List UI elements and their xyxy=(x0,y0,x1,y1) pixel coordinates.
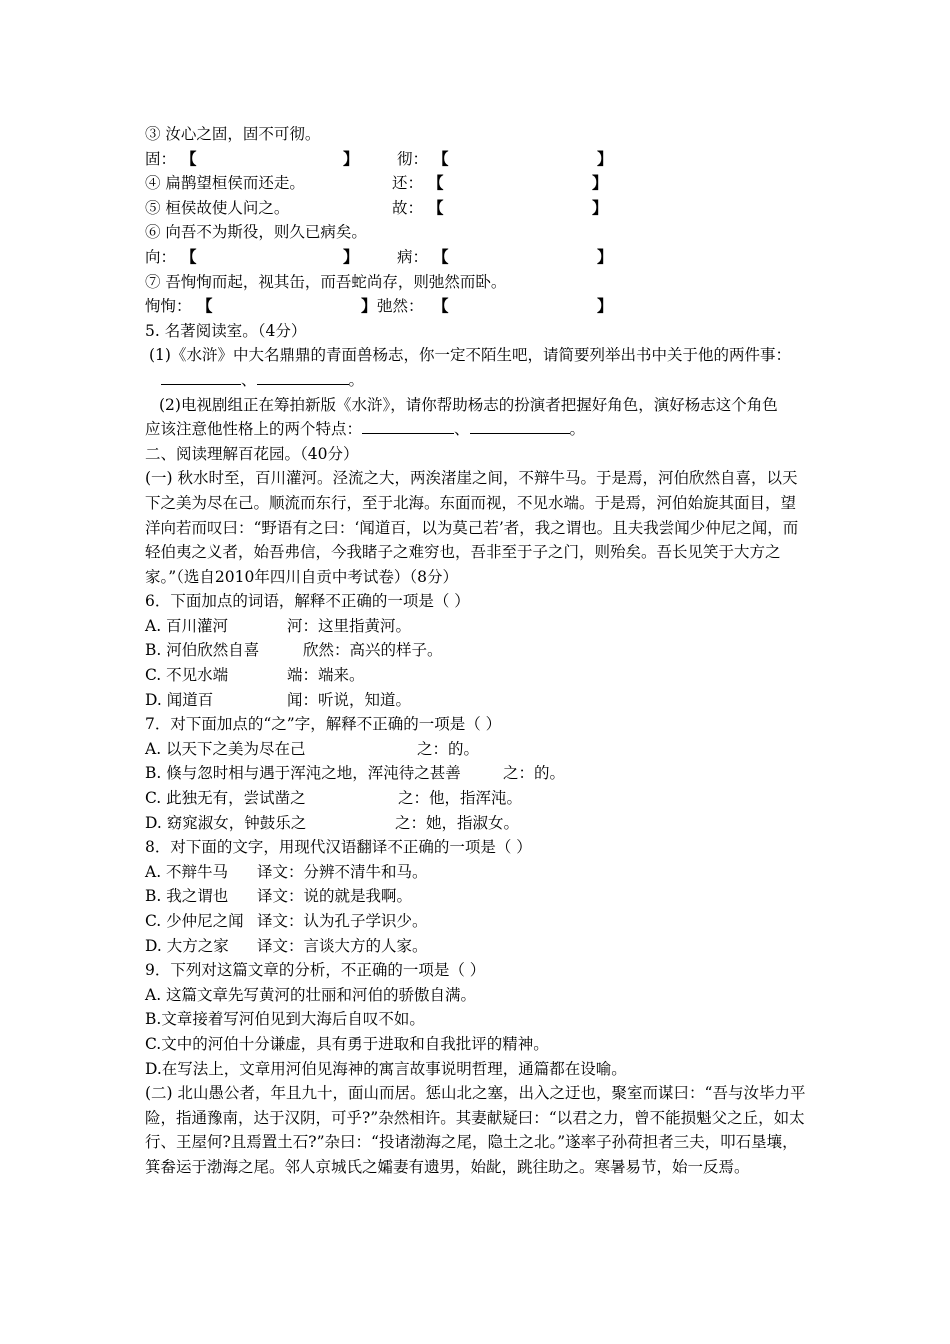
q3-label-a: 固： xyxy=(145,149,177,168)
q7-stem: 7．对下面加点的“之”字，解释不正确的一项是（ ） xyxy=(145,715,502,734)
q8-option-a: A. 不辩牛马 译文：分辨不清牛和马。 xyxy=(145,862,428,881)
q8-option-b: B. 我之谓也 译文：说的就是我啊。 xyxy=(145,887,413,906)
answer-blank[interactable] xyxy=(257,370,349,385)
q6-label-b: 病： xyxy=(397,247,429,266)
bracket-close: 】 xyxy=(343,246,359,266)
q6-option-d: D. 闻道百 闻：听说，知道。 xyxy=(145,690,412,709)
q4-sentence: ④ 扁鹊望桓侯而还走。 xyxy=(145,174,305,193)
bracket-open: 【 xyxy=(428,173,444,193)
q7-option-d: D. 窈窕淑女，钟鼓乐之 之：她，指淑女。 xyxy=(145,813,520,832)
q3-answer-row xyxy=(145,147,810,172)
q9-option-b: B.文章接着写河伯见到大海后自叹不如。 xyxy=(145,1010,425,1029)
q5-sentence: ⑤ 桓侯故使人问之。 xyxy=(145,198,290,217)
q7-option-a: A. 以天下之美为尽在己 之：的。 xyxy=(145,739,480,758)
section5-p2a: (2)电视剧组正在筹拍新版《水浒》，请你帮助杨志的扮演者把握好角色，演好杨志这个角色 xyxy=(159,395,778,414)
q7-option-c: C. 此独无有，尝试凿之 之：他，指浑沌。 xyxy=(145,789,523,808)
bracket-open: 【 xyxy=(428,197,444,217)
bracket-open: 【 xyxy=(197,296,213,316)
q9-option-a: A. 这篇文章先写黄河的壮丽和河伯的骄傲自满。 xyxy=(145,985,477,1004)
q6-option-b: B. 河伯欣然自喜 欣然：高兴的样子。 xyxy=(145,641,443,660)
q7-label-a: 恂恂： xyxy=(145,297,192,316)
q3-sentence: ③ 汝心之固，固不可彻。 xyxy=(145,125,321,143)
bracket-open: 【 xyxy=(433,296,449,316)
bracket-close: 】 xyxy=(592,197,608,217)
q8-stem: 8．对下面的文字，用现代汉语翻译不正确的一项是（ ） xyxy=(145,838,532,857)
bracket-close: 】 xyxy=(597,296,613,316)
q3-label-b: 彻： xyxy=(397,149,429,168)
q9-option-d: D.在写法上，文章用河伯见海神的寓言故事说明哲理，通篇都在设喻。 xyxy=(145,1059,627,1078)
bracket-close: 】 xyxy=(343,148,359,168)
separator: 、 xyxy=(454,420,470,439)
separator: 、 xyxy=(241,370,257,389)
q8-option-d: D. 大方之家 译文：言谈大方的人家。 xyxy=(145,936,428,955)
q7-answer-row xyxy=(145,294,810,319)
q6-label-a: 向： xyxy=(145,247,177,266)
document-content xyxy=(145,122,810,1180)
bracket-open: 【 xyxy=(433,148,449,168)
bracket-open: 【 xyxy=(433,246,449,266)
q7-label-b: 弛然： xyxy=(377,297,424,316)
bracket-open: 【 xyxy=(181,246,197,266)
section5-p1: (1)《水浒》中大名鼎鼎的青面兽杨志，你一定不陌生吧，请简要列举出书中关于他的两件事： xyxy=(149,346,791,365)
q4-row xyxy=(145,171,810,196)
q7-sentence: ⑦ 吾恂恂而起，视其缶，而吾蛇尚存，则弛然而卧。 xyxy=(145,272,507,291)
answer-blank[interactable] xyxy=(161,370,241,385)
q8-option-c: C. 少仲尼之闻 译文：认为孔子学识少。 xyxy=(145,912,428,930)
bracket-open: 【 xyxy=(181,148,197,168)
q9-stem: 9．下列对这篇文章的分析，不正确的一项是（ ） xyxy=(145,961,486,980)
passage-qiushui: (一) 秋水时至，百川灌河。泾流之大，两涘渚崖之间，不辩牛马。于是焉，河伯欣然自喜，以天下之美为尽在己。顺流而东行，至于北海。东面而视，不见水端。于是焉，河伯始旋其面目，望洋向若而叹曰：“野语有之曰：‘闻道百，以为莫己若’者，我之谓也。且夫我尝闻少仲尼之闻，而轻伯夷之义者，始吾弗信，今我睹子之难穷也，吾非至于子之门，则殆矣。吾长见笑于大方之家。”（选自2010年四川自贡中考试卷）（8分） xyxy=(145,469,799,586)
sentence-end: 。 xyxy=(569,420,586,439)
section5-p1-blanks xyxy=(145,368,810,393)
q6-stem: 6．下面加点的词语，解释不正确的一项是（ ） xyxy=(145,592,470,611)
q5-label-a: 故： xyxy=(392,198,424,217)
bracket-close: 】 xyxy=(361,296,377,316)
answer-blank[interactable] xyxy=(470,419,570,434)
q6-answer-row xyxy=(145,245,810,270)
q4-label-a: 还： xyxy=(392,174,424,193)
sentence-end: 。 xyxy=(348,370,365,389)
section2-title: 二、阅读理解百花园。（40分） xyxy=(145,444,359,463)
q6-option-c: C. 不见水端 端：端来。 xyxy=(145,666,365,685)
section5-title: 5. 名著阅读室。（4分） xyxy=(145,321,307,340)
answer-blank[interactable] xyxy=(362,419,454,434)
bracket-close: 】 xyxy=(597,148,613,168)
bracket-close: 】 xyxy=(597,246,613,266)
q6-option-a: A. 百川灌河 河：这里指黄河。 xyxy=(145,616,412,635)
q7-option-b: B. 倏与忽时相与遇于浑沌之地，浑沌待之甚善 之：的。 xyxy=(145,764,566,783)
section5-p2b: 应该注意他性格上的两个特点： xyxy=(145,420,363,439)
q9-option-c: C.文中的河伯十分谦虚，具有勇于进取和自我批评的精神。 xyxy=(145,1034,549,1053)
section5-p2b-row xyxy=(145,417,810,442)
bracket-close: 】 xyxy=(592,173,608,193)
q6-sentence: ⑥ 向吾不为斯役，则久已病矣。 xyxy=(145,223,367,242)
q5-row xyxy=(145,196,810,221)
passage-yugong: (二) 北山愚公者，年且九十，面山而居。惩山北之塞，出入之迂也，聚室而谋曰：“吾与汝毕力平险，指通豫南，达于汉阴，可乎?”杂然相许。其妻献疑曰：“以君之力，曾不能损魁父之丘，如太行、王屋何?且焉置土石?”杂曰：“投诸渤海之尾，隐土之北。”遂率子孙荷担者三夫，叩石垦壤，箕畚运于渤海之尾。邻人京城氏之孀妻有遗男，始龀，跳往助之。寒暑易节，始一反焉。 xyxy=(145,1084,806,1176)
